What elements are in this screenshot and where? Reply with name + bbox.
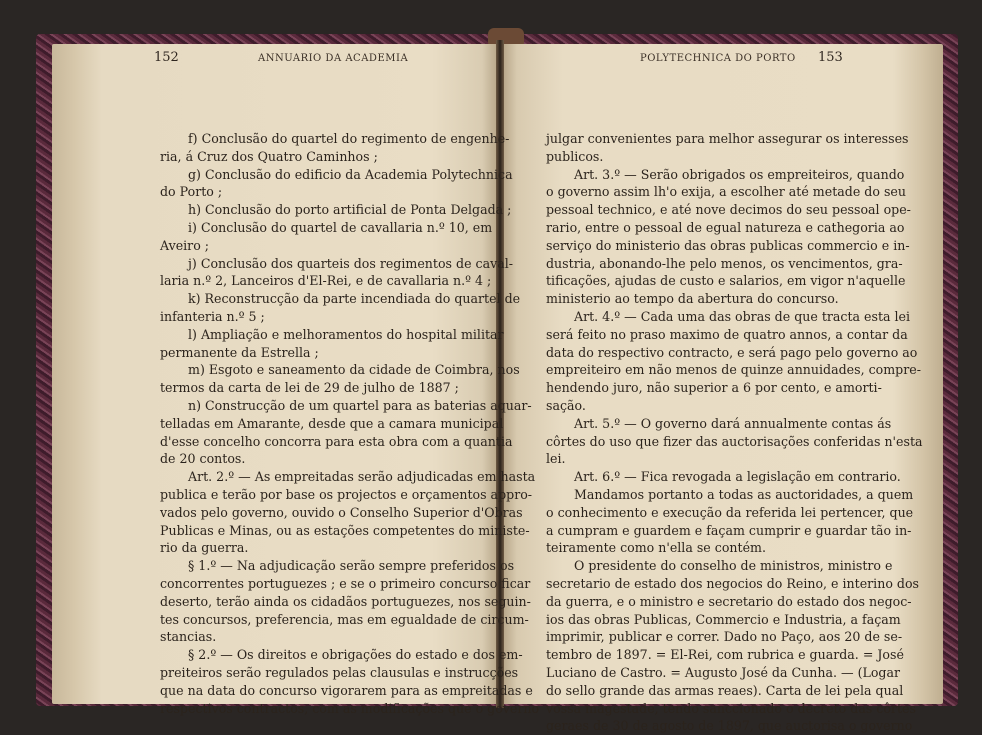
text-line: vossa magestade, tendo sanccionado o decreto das côrtes [546, 700, 916, 716]
text-line: teiramente como n'ella se contém. [546, 540, 766, 556]
text-line: Art. 4.º — Cada uma das obras de que tracta esta lei [574, 308, 911, 324]
text-line: § 2.º — Os direitos e obrigações do estado e dos em- [188, 647, 523, 663]
text-line: geraes de 30 de agosto de 1897, que auctorisa o governo [546, 718, 913, 734]
text-line: secretario de estado dos negocios do Reino, e interino dos [546, 575, 920, 591]
text-line: vados pelo governo, ouvido o Conselho Superior d'Obras [160, 504, 523, 520]
text-line: deserto, terão ainda os cidadãos portuguezes, nos seguin- [160, 593, 531, 609]
right-page-text [546, 130, 923, 735]
text-line: côrtes do uso que fizer das auctorisações conferidas n'esta [546, 433, 923, 449]
text-line: stancias. [160, 629, 217, 645]
text-line: publica e terão por base os projectos e orçamentos appro- [160, 486, 533, 502]
text-line: julgar convenientes para melhor assegurar os interesses [546, 131, 909, 146]
text-line: ios das obras Publicas, Commercio e Industria, a façam [546, 611, 901, 627]
text-line: O presidente do conselho de ministros, ministro e [574, 558, 893, 574]
text-line: data do respectivo contracto, e será pago pelo governo ao [546, 344, 918, 360]
text-line: do Porto ; [160, 184, 223, 200]
text-line: lei. [546, 451, 566, 467]
text-line: o conhecimento e execução da referida lei pertencer, que [546, 504, 914, 520]
text-line: ria, á Cruz dos Quatro Caminhos ; [160, 148, 378, 164]
text-line: h) Conclusão do porto artificial de Ponta Delgada ; [188, 202, 512, 218]
text-line: tes concursos, preferencia, mas em egualdade de circum- [160, 611, 529, 627]
text-line: Art. 2.º — As empreitadas serão adjudicadas em hasta [188, 469, 536, 485]
text-line: i) Conclusão do quartel de cavallaria n.º 10, em [188, 219, 493, 235]
text-line: respectivos contractos, com as modificações que o governo [160, 700, 540, 716]
text-line: que na data do concurso vigorarem para as empreitadas e [160, 682, 533, 698]
text-line: rario, entre o pessoal de egual natureza e cathegoria ao [546, 219, 905, 235]
text-line: j) Conclusão dos quarteis dos regimentos de caval- [188, 255, 513, 271]
left-running-head: ANNUARIO DA ACADEMIA [258, 53, 409, 64]
text-line: o governo assim lh'o exija, a escolher até metade do seu [546, 184, 906, 200]
text-line: ministerio ao tempo da abertura do concurso. [546, 291, 839, 307]
text-line: rio da guerra. [160, 540, 249, 556]
text-line: a cumpram e guardem e façam cumprir e guardar tão in- [546, 522, 912, 538]
text-line: Luciano de Castro. = Augusto José da Cunha. — (Logar [546, 664, 901, 680]
text-line: m) Esgoto e saneamento da cidade de Coimbra, nos [188, 362, 520, 378]
right-running-head: POLYTECHNICA DO PORTO [640, 53, 796, 64]
text-line: d'esse concelho concorra para esta obra com a quantia [160, 433, 513, 449]
text-line: Publicas e Minas, ou as estações competentes do ministe- [160, 522, 530, 538]
text-line: imprimir, publicar e correr. Dado no Paço, aos 20 de se- [546, 629, 903, 645]
left-page-text [160, 130, 539, 717]
text-line: laria n.º 2, Lanceiros d'El-Rei, e de cavallaria n.º 4 ; [160, 273, 492, 289]
text-line: permanente da Estrella ; [160, 344, 319, 360]
text-line: de 20 contos. [160, 451, 246, 467]
text-line: telladas em Amarante, desde que a camara municipal [160, 415, 504, 431]
text-line: f) Conclusão do quartel do regimento de engenhe- [188, 131, 510, 146]
text-line: sação. [546, 397, 586, 413]
text-line: Aveiro ; [160, 237, 210, 253]
text-line: serviço do ministerio das obras publicas commercio e in- [546, 237, 910, 253]
text-line: pessoal technico, e até nove decimos do seu pessoal ope- [546, 202, 911, 218]
text-line: § 1.º — Na adjudicação serão sempre preferidos os [188, 558, 515, 574]
text-line: k) Reconstrucção da parte incendiada do quartel de [188, 291, 521, 307]
text-line: termos da carta de lei de 29 de julho de 1887 ; [160, 380, 459, 396]
text-line: preiteiros serão regulados pelas clausulas e instrucções [160, 664, 519, 680]
text-line: da guerra, e o ministro e secretario do estado dos negoc- [546, 593, 912, 609]
right-page-number: 153 [818, 50, 843, 65]
text-line: dustria, abonando-lhe pelo menos, os vencimentos, gra- [546, 255, 903, 271]
text-line: hendendo juro, não superior a 6 por cento, e amorti- [546, 380, 882, 396]
text-line: Art. 5.º — O governo dará annualmente contas ás [574, 415, 892, 431]
text-line: g) Conclusão do edificio da Academia Polytechnica [188, 166, 513, 182]
text-line: será feito no praso maximo de quatro annos, a contar da [546, 326, 908, 342]
text-line: tembro de 1897. = El-Rei, com rubrica e guarda. = José [546, 647, 904, 663]
text-line: n) Construcção de um quartel para as baterias aquar- [188, 397, 532, 413]
text-line: Art. 3.º — Serão obrigados os empreiteiros, quando [574, 166, 905, 182]
text-line: tificações, ajudas de custo e salarios, em vigor n'aquelle [546, 273, 906, 289]
left-page-number: 152 [154, 50, 179, 65]
text-line: empreiteiro em não menos de quinze annuidades, compre- [546, 362, 921, 378]
text-line: do sello grande das armas reaes). Carta de lei pela qual [546, 682, 904, 698]
text-line: publicos. [546, 148, 604, 164]
text-line: infanteria n.º 5 ; [160, 308, 265, 324]
text-line: concorrentes portuguezes ; e se o primeiro concurso ficar [160, 575, 531, 591]
text-line: l) Ampliação e melhoramentos do hospital militar [188, 326, 504, 342]
text-line: Mandamos portanto a todas as auctoridades, a quem [574, 486, 914, 502]
text-line: Art. 6.º — Fica revogada a legislação em contrario. [574, 469, 901, 485]
